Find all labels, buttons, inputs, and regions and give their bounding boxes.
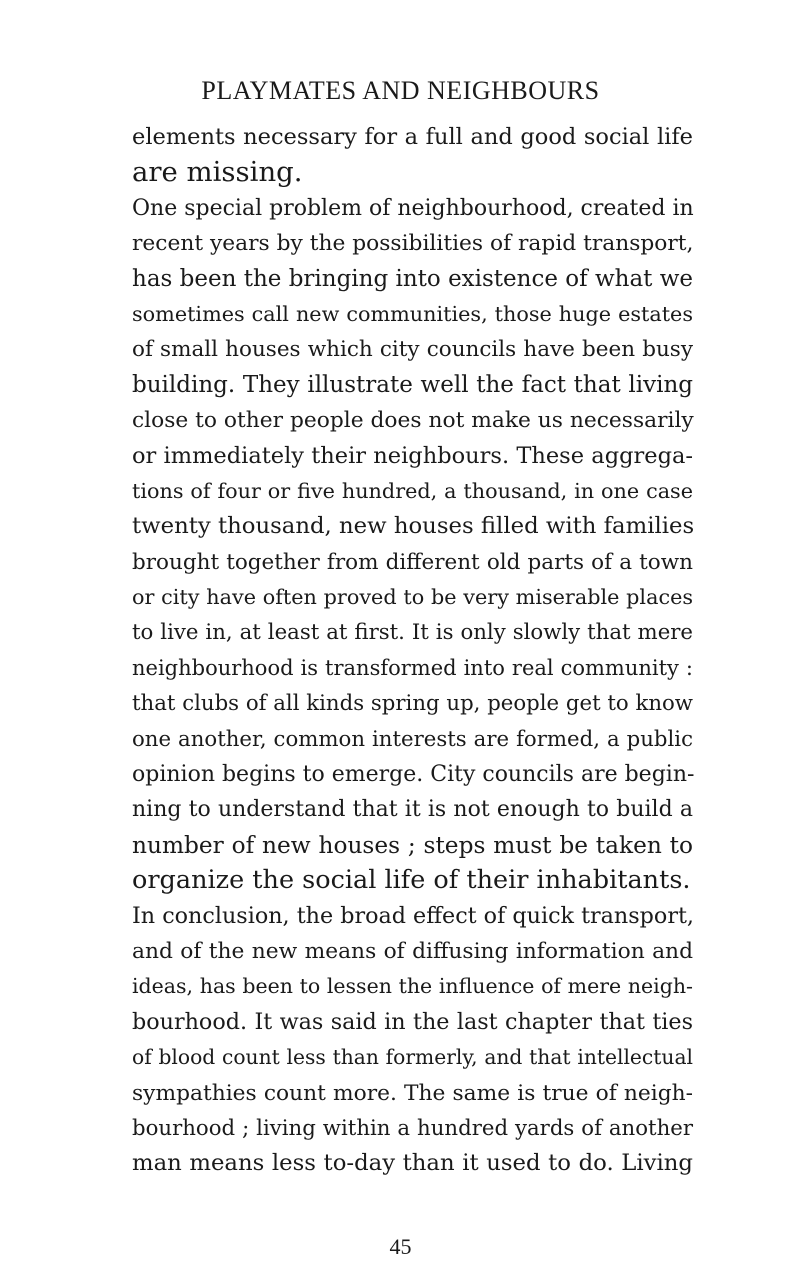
- text-line: of blood count less than formerly, and that intellectual: [132, 1045, 693, 1070]
- text-line: and of the new means of diffusing information and: [132, 938, 693, 964]
- text-line: one another, common interests are formed, a public: [132, 726, 693, 752]
- body-text: [132, 120, 693, 1182]
- text-line: bourhood. It was said in the last chapter that ties: [132, 1008, 693, 1035]
- text-line: to live in, at least at first. It is only slowly that mere: [132, 620, 693, 646]
- text-line: One special problem of neighbourhood, created in: [132, 195, 694, 221]
- text-line: brought together from different old parts of a town: [132, 549, 693, 575]
- text-line: bourhood ; living within a hundred yards of another: [132, 1115, 693, 1141]
- text-line: building. They illustrate well the fact that living: [132, 371, 693, 398]
- text-line: of small houses which city councils have been busy: [132, 337, 693, 363]
- text-line: opinion begins to emerge. City councils are begin-: [132, 762, 695, 788]
- text-line: neighbourhood is transformed into real community :: [132, 655, 693, 680]
- text-line: twenty thousand, new houses filled with families: [132, 513, 695, 540]
- text-line: sympathies count more. The same is true of neigh-: [132, 1080, 693, 1106]
- text-line: number of new houses ; steps must be taken to: [132, 831, 693, 859]
- text-line: In conclusion, the broad effect of quick transport,: [132, 902, 694, 929]
- text-line: elements necessary for a full and good social life: [132, 124, 693, 150]
- text-line: tions of four or five hundred, a thousand, in one case: [132, 478, 693, 503]
- text-line: are missing.: [132, 156, 303, 189]
- text-line: recent years by the possibilities of rapid transport,: [132, 231, 694, 257]
- running-head: PLAYMATES AND NEIGHBOURS: [201, 76, 600, 105]
- page-number: 45: [389, 1234, 412, 1259]
- text-line: close to other people does not make us necessarily: [132, 408, 694, 434]
- text-line: has been the bringing into existence of what we: [132, 265, 694, 292]
- text-line: or city have often proved to be very miserable places: [132, 585, 693, 610]
- text-line: or immediately their neighbours. These aggrega-: [132, 442, 693, 469]
- text-line: ideas, has been to lessen the influence of mere neigh-: [132, 974, 693, 999]
- text-line: man means less to-day than it used to do. Living: [132, 1150, 693, 1177]
- text-line: sometimes call new communities, those huge estates: [132, 301, 693, 326]
- text-line: ning to understand that it is not enough to build a: [132, 797, 693, 823]
- text-line: that clubs of all kinds spring up, people get to know: [132, 691, 693, 717]
- text-line: organize the social life of their inhabitants.: [132, 865, 691, 896]
